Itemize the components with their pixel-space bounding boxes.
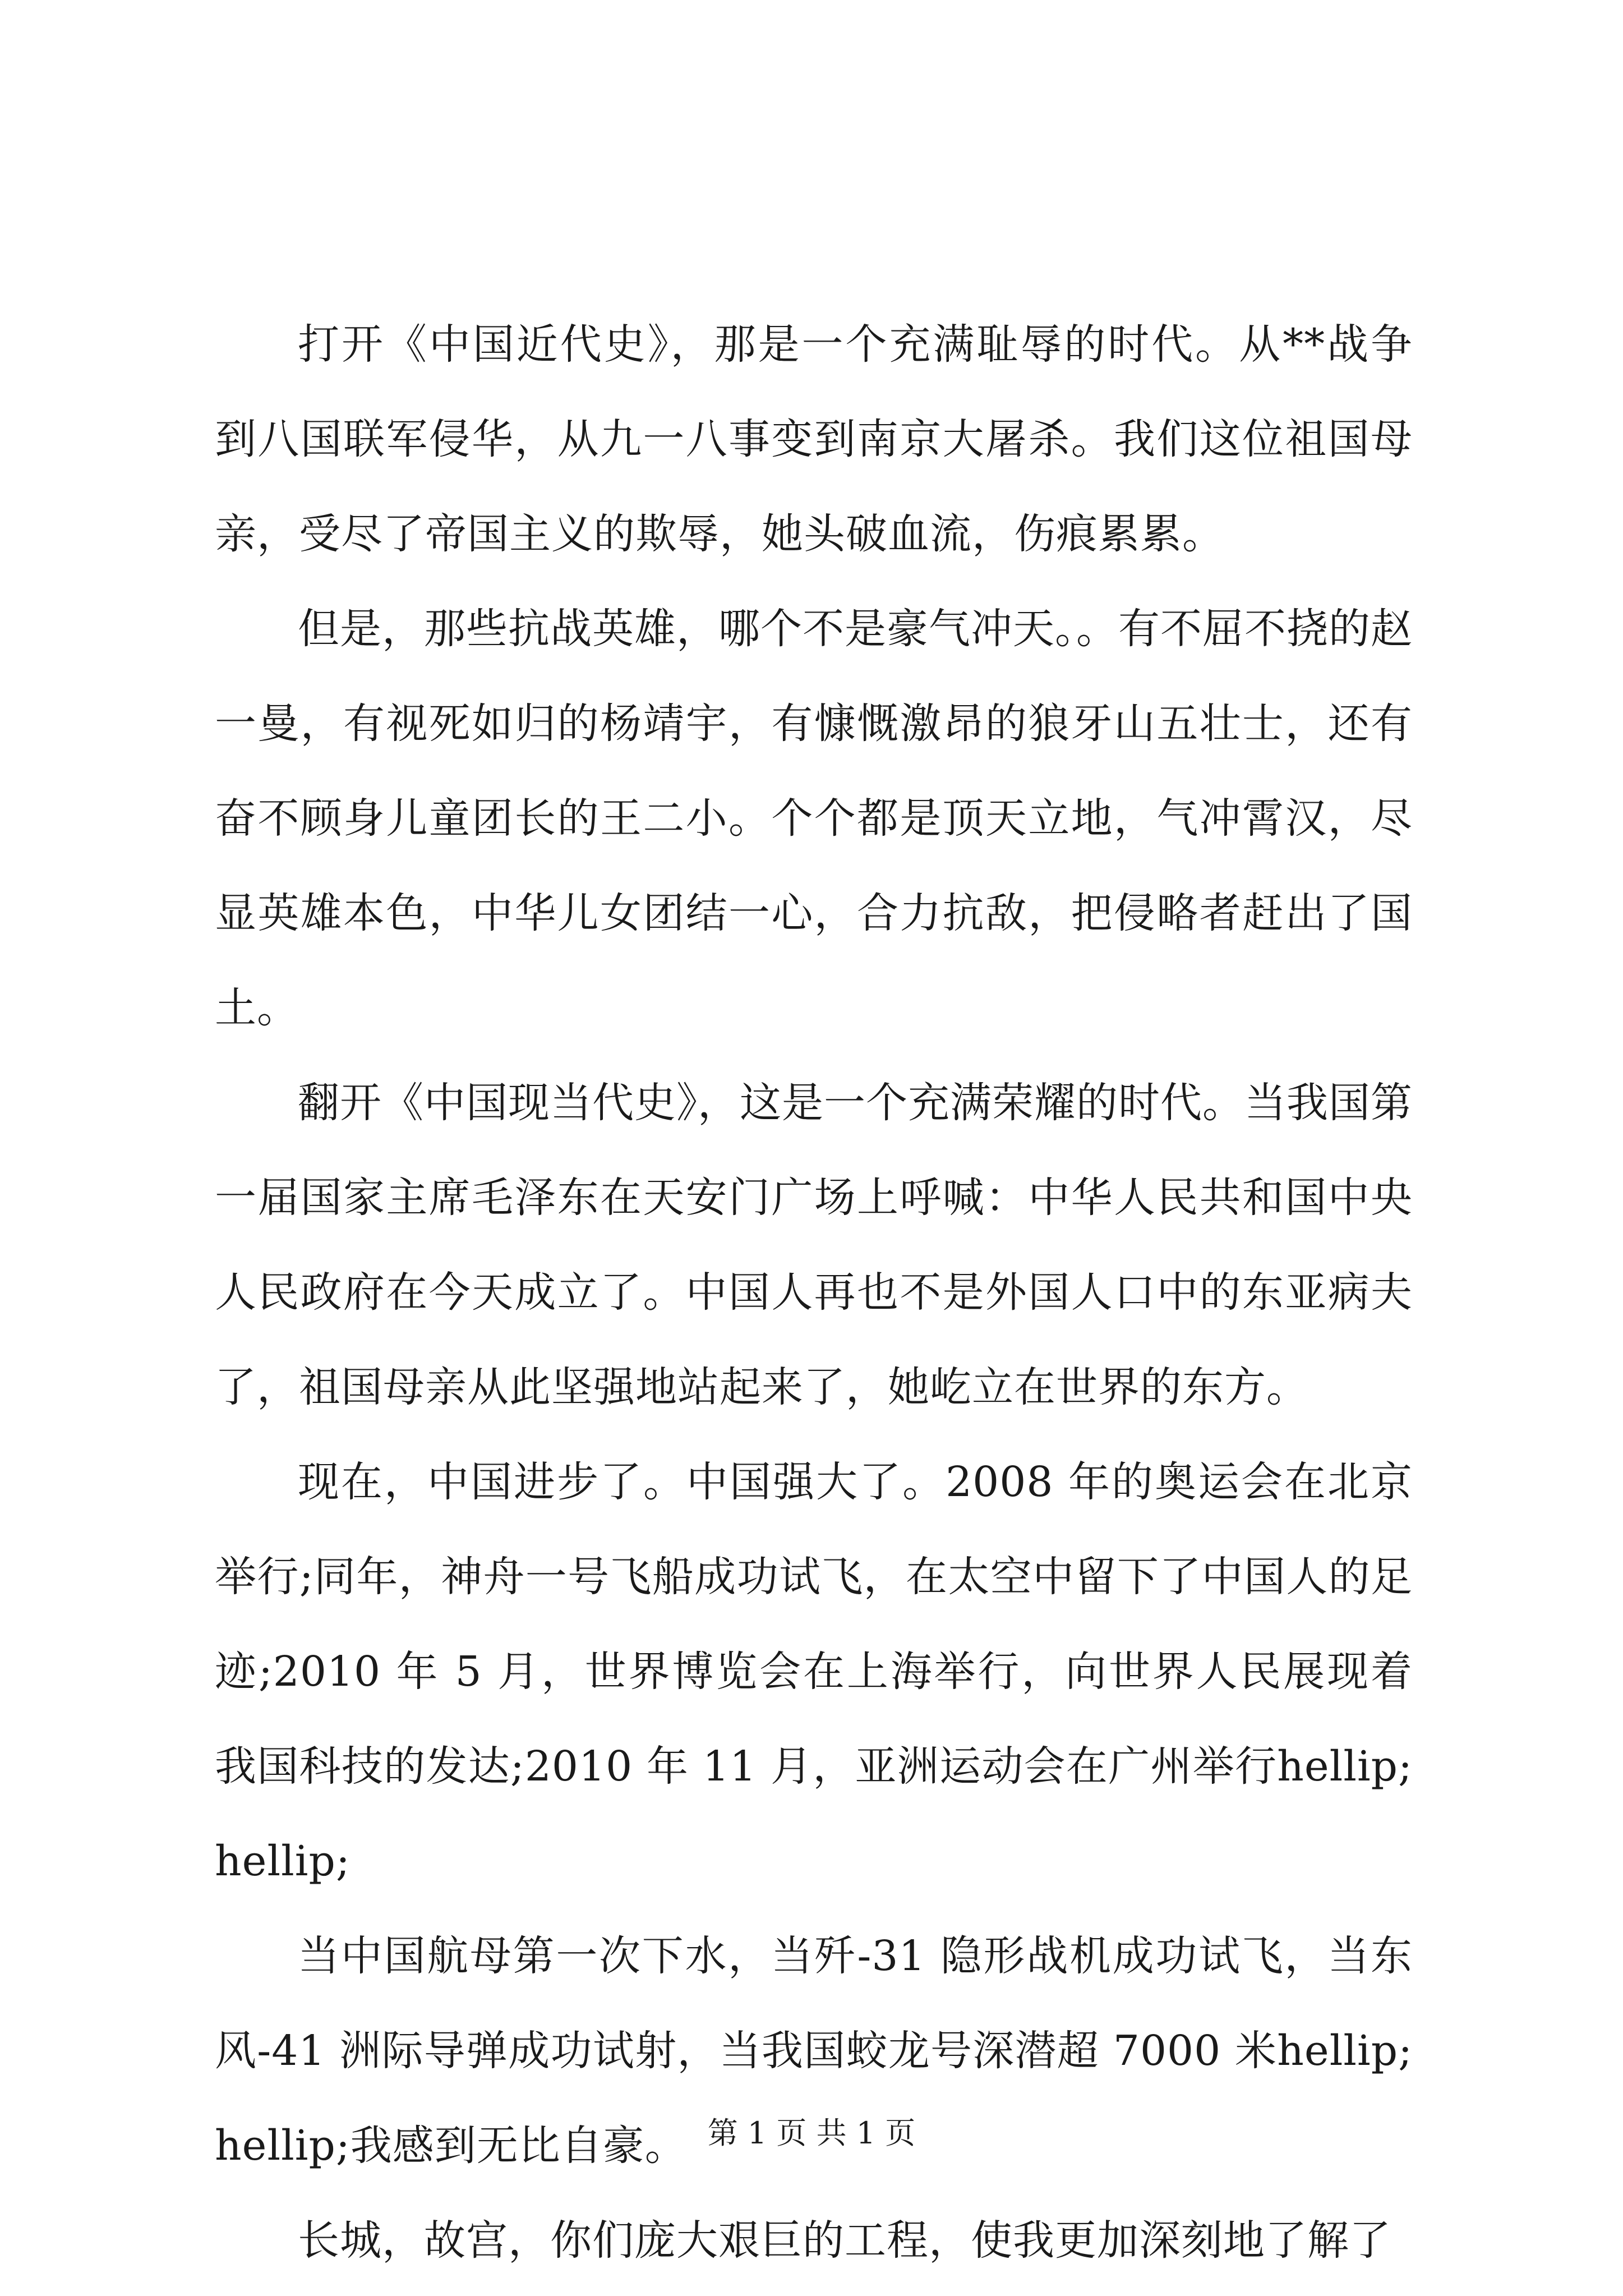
paragraph-2: 但是，那些抗战英雄，哪个不是豪气冲天。。有不屈不挠的赵一曼，有视死如归的杨靖宇，有慷慨激昂的狼牙山五壮士，还有奋不顾身儿童团长的王二小。个个都是顶天立地，气冲霄汉，尽显英雄本色，中华儿女团结一心，合力抗敌，把侵略者赶出了国土。 [215, 605, 1413, 1032]
paragraph-1: 打开《中国近代史》，那是一个充满耻辱的时代。从**战争到八国联军侵华，从九一八事变到南京大屠杀。我们这位祖国母亲，受尽了帝国主义的欺辱，她头破血流，伤痕累累。 [215, 320, 1413, 558]
paragraph-5: 当中国航母第一次下水，当歼-31 隐形战机成功试飞，当东风-41 洲际导弹成功试射，当我国蛟龙号深潜超 7000 米hellip;hellip;我感到无比自豪。 [215, 1932, 1413, 2170]
paragraph-4: 现在，中国进步了。中国强大了。2008 年的奥运会在北京举行;同年，神舟一号飞船成功试飞，在太空中留下了中国人的足迹;2010 年 5 月，世界博览会在上海举行，向世界人民展现着我国科技的发达;2010 年 11 月，亚洲运动会在广州举行hellip;hellip; [215, 1458, 1413, 1885]
document-body [215, 297, 1413, 2288]
paragraph-6: 长城，故宫，你们庞大艰巨的工程，使我更加深刻地了解了 [298, 2216, 1391, 2265]
paragraph-3: 翻开《中国现当代史》，这是一个充满荣耀的时代。当我国第一届国家主席毛泽东在天安门广场上呼喊：中华人民共和国中央人民政府在今天成立了。中国人再也不是外国人口中的东亚病夫了，祖国母亲从此坚强地站起来了，她屹立在世界的东方。 [215, 1079, 1413, 1411]
page-footer: 第 1 页 共 1 页 [707, 2115, 916, 2151]
